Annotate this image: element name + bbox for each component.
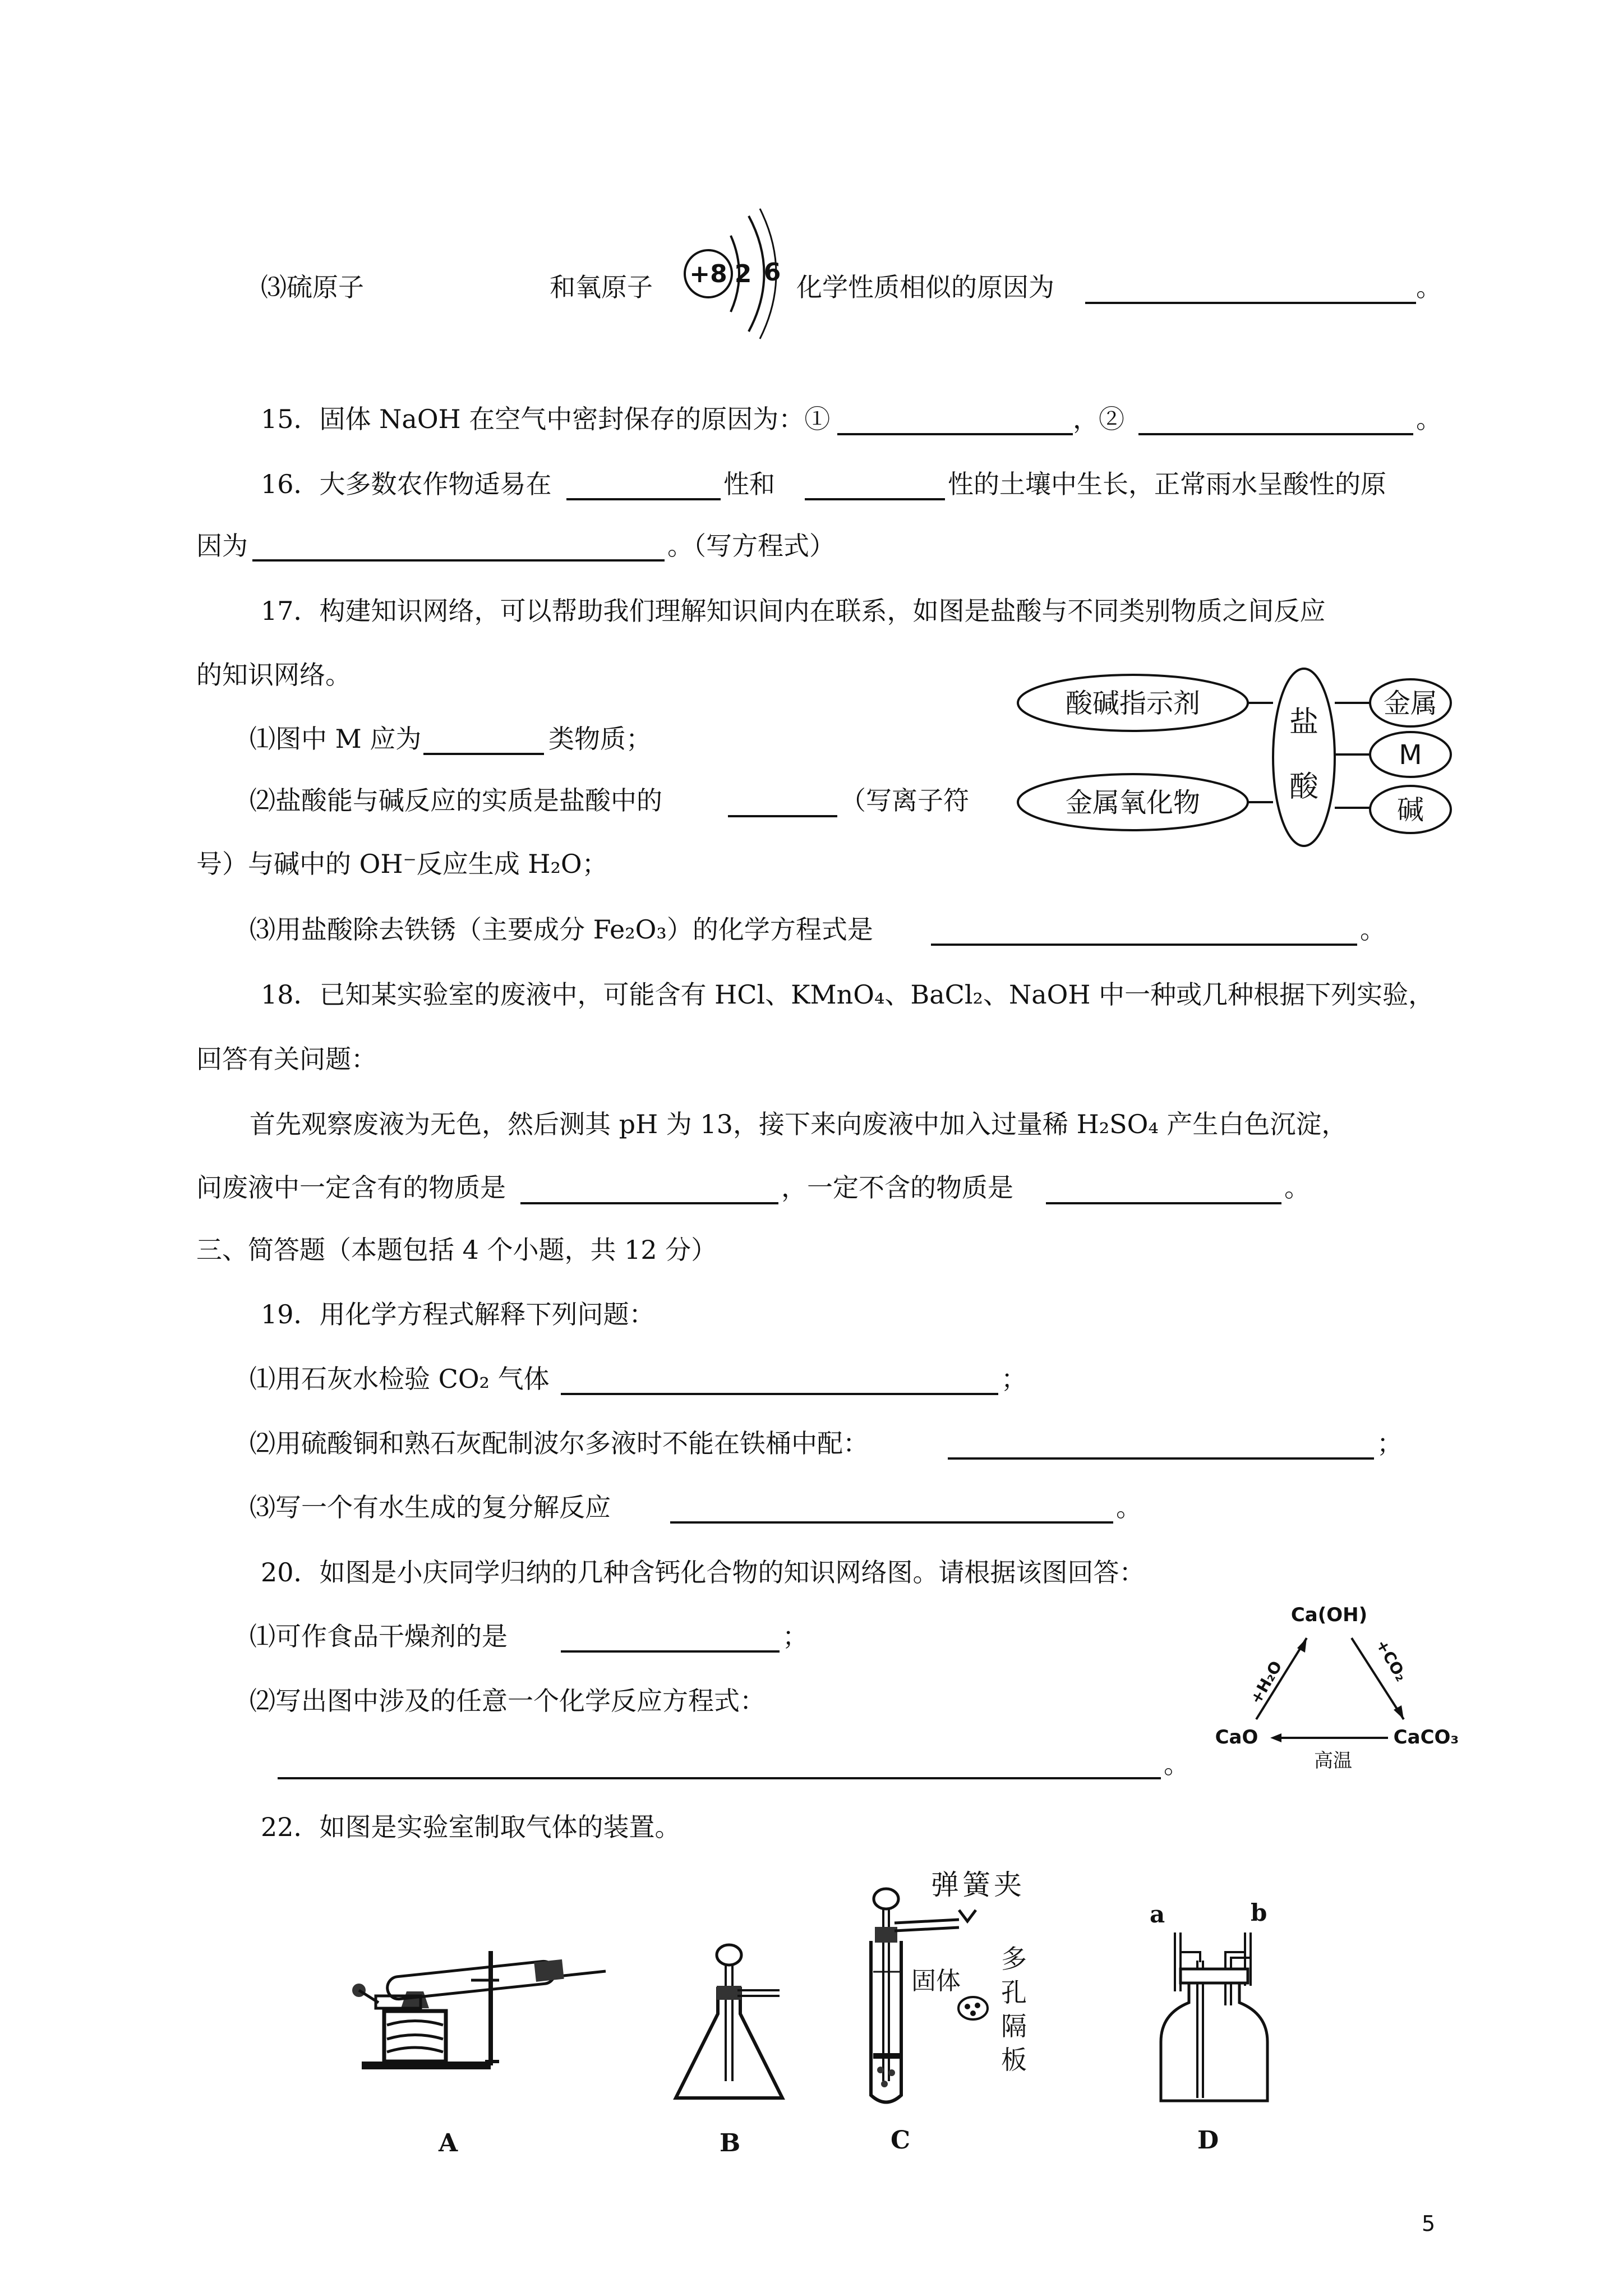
q18-blank-excludes[interactable]: [1046, 1202, 1281, 1204]
q18-line3: 首先观察废液为无色，然后测其 pH 为 13，接下来向废液中加入过量稀 H₂SO₄ 产生白色沉淀，: [250, 1109, 1348, 1139]
q15-sep: ，②: [1073, 404, 1124, 434]
ca-oh-label: Ca(OH): [1290, 1604, 1368, 1626]
q19-p1-b: ；: [1001, 1364, 1027, 1394]
q20-p1-a: ⑴可作食品干燥剂的是: [250, 1621, 508, 1651]
q17-p1-blank[interactable]: [423, 753, 544, 755]
q14-3-answer-blank[interactable]: [1085, 302, 1416, 304]
c-plate-annotation: 多孔隔板: [1001, 1944, 1027, 2075]
q20-line1: 20．如图是小庆同学归纳的几种含钙化合物的知识网络图。请根据该图回答：: [261, 1557, 1145, 1588]
oxygen-shell-2-count: 6: [763, 258, 781, 287]
page-number: 5: [1422, 2211, 1436, 2236]
q16-line1-a: 16．大多数农作物适易在: [261, 469, 552, 499]
apparatus-d-label: D: [1197, 2126, 1219, 2155]
q15-answer-blank-2[interactable]: [1138, 433, 1413, 435]
q19-p2-b: ；: [1377, 1428, 1403, 1458]
section-3-heading: 三、简答题（本题包括 4 个小题，共 12 分）: [196, 1235, 717, 1265]
q14-3-end: 。: [1416, 272, 1442, 302]
calcium-compound-diagram: [1192, 1599, 1495, 1784]
cao-label: CaO: [1215, 1726, 1258, 1749]
q20-p1-b: ；: [782, 1621, 808, 1651]
q17-p3-a: ⑶用盐酸除去铁锈（主要成分 Fe₂O₃）的化学方程式是: [250, 914, 873, 945]
q19-p1-a: ⑴用石灰水检验 CO₂ 气体: [250, 1364, 550, 1394]
q16-line1-b: 性和: [723, 469, 775, 499]
plus-co2-label: +CO₂: [1372, 1636, 1411, 1685]
q14-3-mid: 和氧原子: [550, 272, 653, 302]
apparatus-a-heating-tube: [345, 1947, 614, 2115]
plus-h2o-label: +H₂O: [1246, 1658, 1286, 1708]
q15-end: 。: [1416, 404, 1442, 434]
q20-p2: ⑵写出图中涉及的任意一个化学反应方程式：: [250, 1686, 766, 1716]
q18-blank-contains[interactable]: [520, 1202, 778, 1204]
q19-p3-a: ⑶写一个有水生成的复分解反应: [250, 1492, 611, 1522]
oxygen-atom-diagram: [665, 202, 794, 348]
q20-p1-blank[interactable]: [561, 1650, 780, 1653]
q17-p2-blank[interactable]: [728, 815, 837, 817]
q17-p3-b: 。: [1360, 914, 1386, 945]
apparatus-b-flask: [667, 1941, 791, 2115]
q14-3-suffix: 化学性质相似的原因为: [796, 272, 1054, 302]
high-temp-label: 高温: [1314, 1750, 1352, 1772]
base-label: 碱: [1396, 794, 1424, 826]
q22-line1: 22．如图是实验室制取气体的装置。: [261, 1812, 681, 1842]
m-label: M: [1399, 739, 1422, 771]
q17-p1-b: 类物质；: [548, 724, 652, 754]
q16-blank-2[interactable]: [805, 498, 945, 500]
q16-blank-3[interactable]: [252, 559, 665, 562]
q17-p2-b: （写离子符: [840, 785, 969, 816]
caco3-label: CaCO₃: [1393, 1726, 1459, 1749]
q14-3-prefix: ⑶硫原子: [261, 272, 364, 302]
q19-p3-blank[interactable]: [670, 1521, 1113, 1524]
q18-line4-c: 。: [1284, 1172, 1310, 1203]
q19-p3-b: 。: [1116, 1492, 1142, 1522]
q19-p1-blank[interactable]: [561, 1393, 998, 1395]
q16-line1-c: 性的土壤中生长，正常雨水呈酸性的原: [948, 469, 1386, 499]
q18-line4-b: ，一定不含的物质是: [781, 1172, 1013, 1203]
hydrochloric-acid-network-diagram: [1015, 665, 1464, 850]
hcl-center-char-1: 盐: [1289, 706, 1319, 739]
q19-line1: 19．用化学方程式解释下列问题：: [261, 1299, 655, 1329]
q18-line2: 回答有关问题：: [196, 1044, 377, 1074]
q20-p2-end: 。: [1164, 1749, 1189, 1779]
oxygen-nucleus-charge: +8: [689, 260, 727, 288]
apparatus-c-clip-icon: [956, 1907, 979, 1927]
apparatus-b-label: B: [720, 2129, 741, 2157]
metal-oxide-label: 金属氧化物: [1065, 787, 1201, 818]
apparatus-c-label: C: [891, 2126, 911, 2155]
q18-line4-a: 问废液中一定含有的物质是: [196, 1172, 506, 1203]
metal-label: 金属: [1383, 688, 1438, 719]
c-solid-annotation: 固体: [911, 1967, 961, 1995]
q17-p1-a: ⑴图中 M 应为: [250, 724, 422, 754]
indicator-label: 酸碱指示剂: [1065, 688, 1201, 719]
q15-text: 15．固体 NaOH 在空气中密封保存的原因为：①: [261, 404, 831, 434]
apparatus-d-gas-bottle: [1150, 1930, 1279, 2115]
q15-answer-blank-1[interactable]: [837, 433, 1073, 435]
q20-p2-blank[interactable]: [278, 1777, 1161, 1779]
q17-p2-line2: 号）与碱中的 OH⁻反应生成 H₂O；: [196, 849, 608, 879]
q19-p2-blank[interactable]: [948, 1457, 1374, 1460]
q17-p2-a: ⑵盐酸能与碱反应的实质是盐酸中的: [250, 785, 662, 816]
oxygen-shell-1-count: 2: [734, 260, 752, 288]
hcl-center-node: [1273, 669, 1335, 846]
apparatus-a-label: A: [439, 2129, 458, 2157]
q16-line2-b: 。（写方程式）: [667, 531, 835, 561]
q16-blank-1[interactable]: [566, 498, 721, 500]
q19-p2-a: ⑵用硫酸铜和熟石灰配制波尔多液时不能在铁桶中配：: [250, 1428, 869, 1458]
perforated-plate-icon: [956, 1994, 990, 2022]
apparatus-c-kipp-tube: [861, 1879, 962, 2115]
q18-line1: 18．已知某实验室的废液中，可能含有 HCl、KMnO₄、BaCl₂、NaOH 中一种或几种根据下列实验，: [261, 979, 1435, 1010]
q16-line2-a: 因为: [196, 531, 248, 561]
q17-line1: 17．构建知识网络，可以帮助我们理解知识间内在联系，如图是盐酸与不同类别物质之间反应: [261, 596, 1326, 626]
q17-line2: 的知识网络。: [196, 660, 351, 690]
d-port-a: a: [1150, 1901, 1165, 1928]
c-clip-annotation: 弹簧夹: [931, 1869, 1025, 1901]
d-port-b: b: [1251, 1899, 1267, 1926]
hcl-center-char-2: 酸: [1289, 770, 1319, 804]
q17-p3-blank[interactable]: [931, 944, 1357, 946]
